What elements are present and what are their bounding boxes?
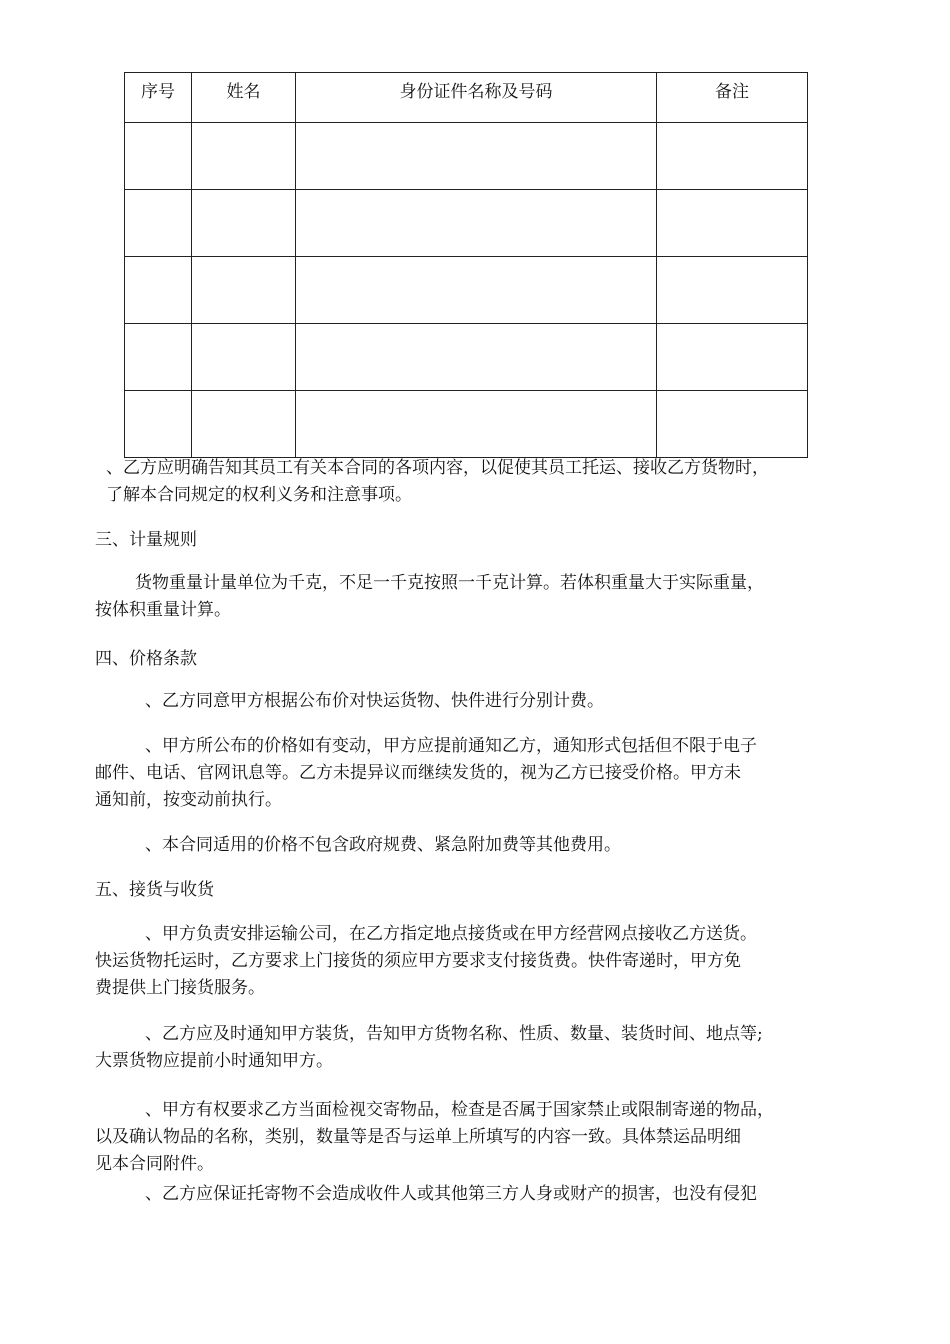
paragraph-pickup-3 — [95, 1097, 855, 1178]
paragraph-pickup-2 — [95, 1021, 855, 1075]
section-heading-pickup — [95, 877, 855, 904]
text-line: 邮件、电话、官网讯息等。乙方未提异议而继续发货的，视为乙方已接受价格。甲方未 — [95, 763, 741, 783]
table-row — [125, 123, 808, 190]
text-line: 、乙方同意甲方根据公布价对快运货物、快件进行分别计费。 — [145, 691, 604, 711]
section-heading-measurement — [95, 527, 855, 554]
heading-text: 四、价格条款 — [95, 649, 197, 669]
text-line: 通知前，按变动前执行。 — [95, 790, 282, 810]
table-cell — [296, 190, 657, 257]
paragraph-pickup-4 — [95, 1181, 855, 1208]
paragraph-weight-rule — [95, 570, 855, 624]
text-line: 、本合同适用的价格不包含政府规费、紧急附加费等其他费用。 — [145, 835, 621, 855]
paragraph-pickup-1 — [95, 921, 855, 1002]
paragraph-price-1 — [95, 688, 855, 715]
table-cell — [192, 257, 296, 324]
text-line: 、甲方负责安排运输公司，在乙方指定地点接货或在甲方经营网点接收乙方送货。 — [145, 924, 757, 944]
table-cell — [125, 391, 192, 458]
table-cell — [657, 324, 808, 391]
table-cell — [192, 190, 296, 257]
text-line: 见本合同附件。 — [95, 1154, 214, 1174]
paragraph-price-3 — [95, 832, 855, 859]
table-cell — [657, 123, 808, 190]
text-line: 快运货物托运时，乙方要求上门接货的须应甲方要求支付接货费。快件寄递时，甲方免 — [95, 951, 741, 971]
header-seq: 序号 — [125, 73, 192, 123]
section-heading-price — [95, 646, 855, 673]
text-line: 、乙方应明确告知其员工有关本合同的各项内容，以促使其员工托运、接收乙方货物时， — [106, 458, 769, 478]
table-row — [125, 257, 808, 324]
table-cell — [296, 257, 657, 324]
text-line: 以及确认物品的名称，类别，数量等是否与运单上所填写的内容一致。具体禁运品明细 — [95, 1127, 741, 1147]
table-cell — [657, 190, 808, 257]
text-line: 、甲方有权要求乙方当面检视交寄物品，检查是否属于国家禁止或限制寄递的物品， — [145, 1100, 774, 1120]
table-cell — [125, 324, 192, 391]
table-row — [125, 190, 808, 257]
heading-text: 三、计量规则 — [95, 530, 197, 550]
table-row — [125, 391, 808, 458]
text-line: 按体积重量计算。 — [95, 600, 231, 620]
text-line: 、乙方应保证托寄物不会造成收件人或其他第三方人身或财产的损害，也没有侵犯 — [145, 1184, 757, 1204]
text-line: 费提供上门接货服务。 — [95, 978, 265, 998]
heading-text: 五、接货与收货 — [95, 880, 214, 900]
header-remark: 备注 — [657, 73, 808, 123]
paragraph-price-2 — [95, 733, 855, 814]
table-cell — [192, 391, 296, 458]
table-row — [125, 324, 808, 391]
table-cell — [657, 391, 808, 458]
table-cell — [296, 123, 657, 190]
table-cell — [657, 257, 808, 324]
text-line: 、甲方所公布的价格如有变动，甲方应提前通知乙方，通知形式包括但不限于电子 — [145, 736, 757, 756]
table-cell — [192, 123, 296, 190]
table-cell — [296, 391, 657, 458]
text-line: 大票货物应提前小时通知甲方。 — [95, 1051, 333, 1071]
text-line: 了解本合同规定的权利义务和注意事项。 — [106, 485, 412, 505]
text-line: 、乙方应及时通知甲方装货，告知甲方货物名称、性质、数量、装货时间、地点等; — [145, 1024, 763, 1044]
table-cell — [125, 257, 192, 324]
table-cell — [125, 123, 192, 190]
header-id-document: 身份证件名称及号码 — [296, 73, 657, 123]
table-cell — [192, 324, 296, 391]
table-header-row — [125, 73, 808, 123]
header-name: 姓名 — [192, 73, 296, 123]
staff-id-table — [124, 72, 808, 458]
table-cell — [125, 190, 192, 257]
paragraph-staff-notice — [106, 455, 866, 509]
table-cell — [296, 324, 657, 391]
text-line: 货物重量计量单位为千克，不足一千克按照一千克计算。若体积重量大于实际重量， — [135, 573, 764, 593]
